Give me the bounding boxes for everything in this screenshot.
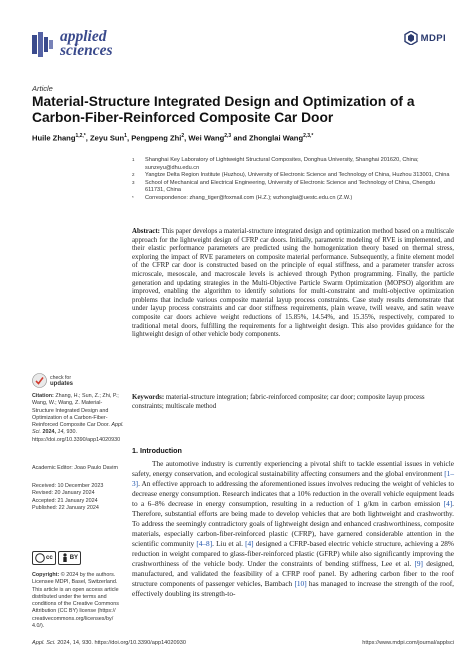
journal-name-line1: applied: [60, 28, 107, 45]
author-name[interactable]: Pengpeng Zhi: [131, 133, 182, 143]
citation-link[interactable]: [4]: [443, 499, 453, 508]
intro-text: designed, manufactured, and validated the feasibility of a CFRP roof panel. By adhering carbon fiber to the roof structure components of passenger vehicles, Bambach: [132, 559, 454, 588]
copyright-block: [32, 572, 124, 630]
intro-text: has managed to increase the strength of the roof, effectively doubling its strength-to-: [132, 579, 454, 598]
author-affiliation: 2,3: [224, 133, 232, 139]
updates-line2: updates: [50, 380, 74, 387]
abstract-text: This paper develops a material-structure integrated design and optimization method based on a multiscale approach for the lightweight design of CFRP car doors. Initially, parametric modeling of RVE is implemented, and their elastic performance parameters are predicted using the homogenization theory based on thermal stress, exploring the impact of RVE parameters on composite material performance. Subsequently, a finite element model of the CFRP car door is constructed based on the principle of equal stiffness, and a parameter transfer across microscale, mesoscale, and macroscale levels is achieved through Python programming. Finally, the particle generation and updating strategies in the Multi-Objective Particle Swarm Optimization (MOPSO) algorithm are improved, enabling the algorithm to identify solutions for multi-constraint and multi-objective optimization problems that include various composite material layup process constraints. Case study results demonstrate that under layup process constraints and car door stiffness requirements, plain weave, twill weave, and satin weave composite car doors achieve weight reductions of 15.85%, 14.54%, and 15.35%, respectively, compared to traditional metal doors, fulfilling the requirements for a lightweight design. This also provides guidance for the lightweight design of other vehicle body components.: [132, 228, 454, 339]
affiliation-number: 3: [132, 179, 135, 185]
section-heading-introduction: 1. Introduction: [132, 446, 182, 455]
intro-text: designed a CFRP-based electric vehicle structure, achieving a 28% reduction in weight compared to glass-fiber-reinforced plastic (GFRP) while also significantly improving the crashworthiness of the vehicle body. Under the constraints of bending stiffness, Lee et al.: [132, 539, 454, 568]
citation-doi-link[interactable]: 930. https://doi.org/10.3390/app14020930: [32, 429, 121, 443]
author-name[interactable]: Zhonglai Wang: [248, 133, 304, 143]
author-affiliation: 2,3,*: [303, 133, 314, 139]
affiliation-text: Yangtze Delta Region Institute (Huzhou), University of Electronic Science and Technology of China, Huzhou 313001, China: [145, 172, 450, 179]
copyright-label: Copyright:: [32, 572, 60, 578]
citation-link[interactable]: [1–3]: [132, 469, 454, 488]
author-name[interactable]: Wei Wang: [188, 133, 225, 143]
affiliation-item: [132, 180, 452, 195]
affiliation-number: *: [132, 194, 134, 200]
academic-editor: Academic Editor: Joao Paulo Davim: [32, 465, 118, 471]
affiliation-number: 2: [132, 172, 135, 178]
affiliation-item: [132, 195, 452, 203]
journal-logo: [32, 30, 113, 58]
citation-year: 2024,: [42, 429, 56, 436]
author-separator: ,: [126, 133, 132, 143]
article-title: Material-Structure Integrated Design and Optimization of a Carbon-Fiber-Reinforced Composite Car Door: [32, 94, 415, 125]
by-icon: [58, 551, 81, 565]
author-affiliation: 1,2,*: [75, 133, 86, 139]
abstract: [132, 228, 454, 340]
journal-logo-icon: [32, 32, 54, 57]
citation-block: [32, 393, 124, 444]
citation-link[interactable]: [4–8]: [196, 539, 213, 548]
author-affiliation: 2: [181, 133, 185, 139]
keywords: [132, 394, 454, 411]
date-accepted: Accepted: 21 January 2024: [32, 497, 98, 504]
footer-citation: [32, 640, 186, 646]
page-footer: [32, 640, 454, 646]
abstract-label: Abstract:: [132, 228, 160, 235]
intro-text: The automotive industry is currently experiencing a pivotal shift to tackle essential issues in vehicle safety, energy conservation, and ecological sustainability affecting consumers and the global environment: [132, 459, 454, 478]
citation-label: Citation:: [32, 393, 54, 399]
author-name[interactable]: Huile Zhang: [32, 133, 76, 143]
by-label: BY: [69, 555, 79, 561]
date-received: Received: 10 December 2023: [32, 483, 104, 489]
date-published: Published: 22 January 2024: [32, 504, 99, 511]
dates-block: [32, 483, 124, 512]
affiliation-text: School of Mechanical and Electrical Engineering, University of Electronic Science and Technology of China, Chengdu 611731, China: [145, 179, 436, 194]
author-list: [32, 133, 313, 143]
citation-link[interactable]: [9]: [414, 559, 423, 568]
mdpi-logo: [404, 31, 446, 45]
journal-name-line2: sciences: [60, 42, 113, 59]
citation-text: Zhang, H.; Sun, Z.; Zhi, P.; Wang, W.; Wang, Z. Material-Structure Integrated Design and Optimization of a Carbon-Fiber-Reinforced Composite Car Door.: [32, 393, 119, 429]
citation-journal: Appl. Sci.: [32, 422, 124, 436]
author-affiliation: 1: [124, 133, 127, 139]
affiliation-item: [132, 172, 452, 180]
publisher-name: MDPI: [420, 32, 446, 44]
introduction-paragraph: [132, 459, 454, 599]
affiliation-number: 1: [132, 157, 135, 162]
article-type: Article: [32, 84, 53, 93]
copyright-text: © 2024 by the authors. Licensee MDPI, Basel, Switzerland. This article is an open access article distributed under the terms and conditions of the Creative Commons Attribution (CC BY) license (https:// creativecommons.org/licenses/by/ 4.0/).: [32, 572, 119, 630]
cc-icon: [32, 551, 56, 565]
author-separator: and: [231, 133, 249, 143]
check-for-updates-badge[interactable]: [32, 373, 73, 388]
citation-volume: 14,: [57, 429, 65, 436]
citation-link[interactable]: [10]: [294, 579, 307, 588]
footer-doi[interactable]: 2024, 14, 930. https://doi.org/10.3390/app14020930: [55, 640, 186, 646]
author-separator: ,: [184, 133, 189, 143]
cc-by-badge[interactable]: [32, 551, 81, 565]
mdpi-logo-icon: [404, 31, 418, 45]
affiliation-text: Shanghai Key Laboratory of Lightweight Structural Composites, Donghua University, Shanghai 201620, China; sunzeyu@dhu.edu.cn: [145, 157, 419, 171]
keywords-label: Keywords:: [132, 394, 165, 401]
cc-label: cc: [46, 555, 53, 561]
intro-text: . Liu et al.: [212, 539, 246, 548]
affiliations: [132, 157, 452, 203]
citation-link[interactable]: [4]: [245, 539, 254, 548]
intro-text: . Therefore, substantial efforts are being made to develop vehicles that are both lightweight and crashworthy. To address the seemingly contradictory goals of lightweight design and enhanced crashworthiness, composite materials, especially carbon-fiber-reinforced plastic (CFRP), have garnered considerable attention in the scientific community: [132, 499, 454, 548]
updates-line1: check for: [50, 374, 72, 381]
journal-name: [60, 30, 113, 58]
keywords-text: material-structure integration; fabric-reinforced composite; car door; composite layup process constraints; multiscale method: [132, 394, 425, 410]
author-name[interactable]: Zeyu Sun: [89, 133, 125, 143]
affiliation-text: Correspondence: zhang_tiger@foxmail.com (H.Z.); wzhonglai@uestc.edu.cn (Z.W.): [145, 194, 353, 201]
affiliation-item: [132, 157, 452, 172]
updates-icon: [32, 373, 47, 388]
intro-text: . An effective approach to addressing the aforementioned issues involves reducing the weight of vehicles to decrease energy consumption. Research indicates that a 10% reduction in the overall vehicle equipment leads to a 6–8% decrease in energy consumption, resulting in a reduction of 1 g/km in carbon emission: [132, 479, 454, 508]
author-separator: ,: [85, 133, 90, 143]
footer-journal-url[interactable]: https://www.mdpi.com/journal/applsci: [362, 640, 454, 646]
footer-journal: Appl. Sci.: [32, 640, 56, 646]
date-revised: Revised: 20 January 2024: [32, 490, 95, 497]
